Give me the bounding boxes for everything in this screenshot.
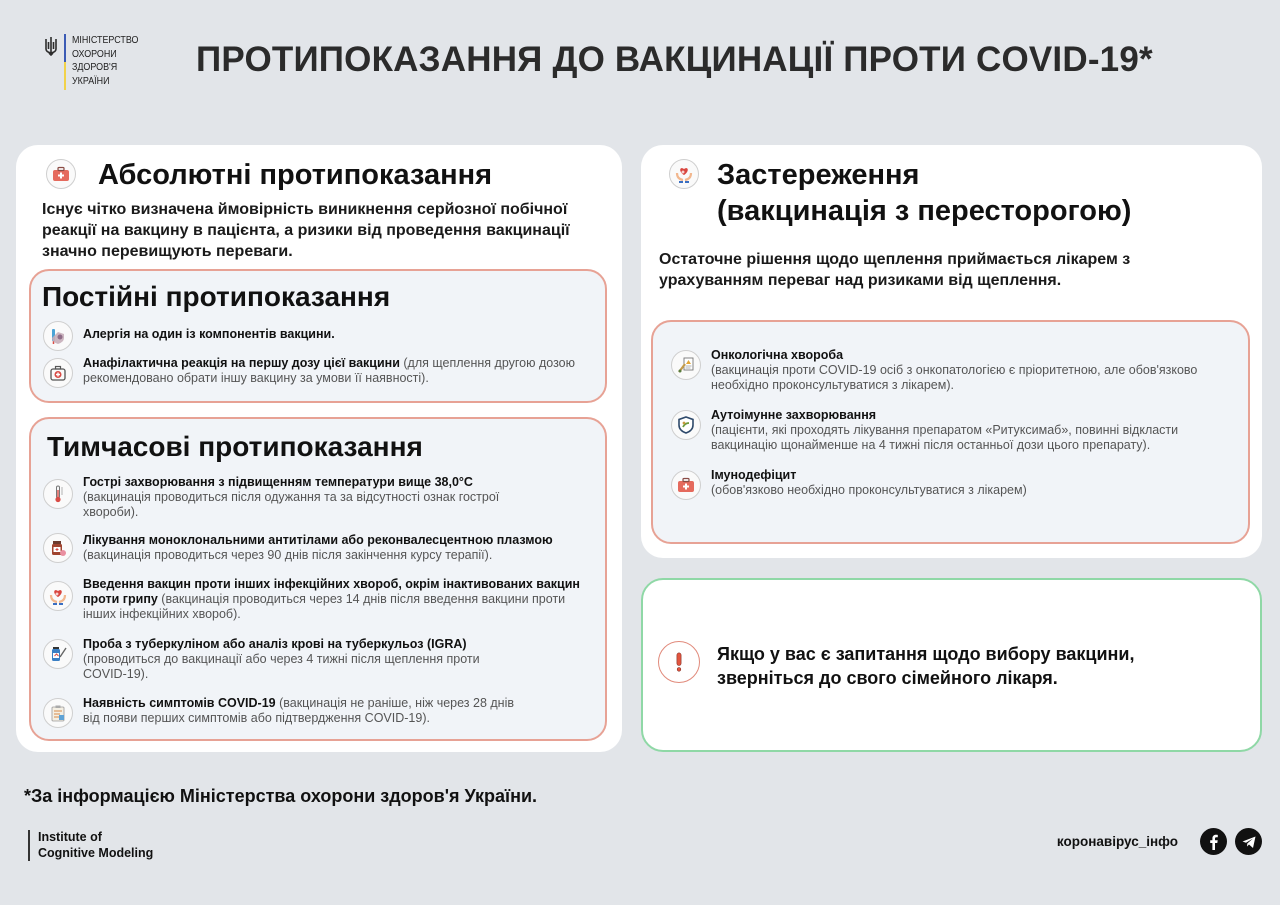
logo-text: МІНІСТЕРСТВО ОХОРОНИ ЗДОРОВ'Я УКРАЇНИ (72, 34, 139, 87)
list-item (671, 408, 1236, 453)
list-item (43, 356, 598, 388)
list-item (43, 321, 598, 351)
item-text: Проба з туберкуліном або аналіз крові на туберкульоз (IGRA) (проводиться до вакцинації або через 4 тижні після щеплення проти COVID-19). (83, 637, 480, 681)
first-aid-kit-icon (46, 159, 76, 189)
trident-icon (44, 36, 58, 56)
item-text: Онкологічна хвороба (вакцинація проти COVID-19 осіб з онкопатологією є пріоритетною, але обов'язково необхідно проконсультуватися з лікарем). (711, 348, 1198, 392)
card-intro: Існує чітко визначена ймовірність виникнення серйозної побічної реакції на вакцину в пацієнта, а ризики від проведення вакцинації значно перевищують переваги. (42, 201, 570, 260)
note-text: Якщо у вас є запитання щодо вибору вакцини, зверніться до свого сімейного лікаря. (717, 644, 1135, 688)
caution-conditions-panel (651, 320, 1250, 544)
telegram-icon[interactable] (1235, 828, 1262, 855)
list-item (671, 348, 1236, 393)
heart-hands-icon (669, 159, 699, 189)
item-text: Аутоімунне захворювання (пацієнти, які проходять лікування препаратом «Ритуксимаб», повинні відкласти вакцинацію щонайменше на 4 тижні після останньої дози цього препарату). (711, 408, 1179, 452)
panel-title: Тимчасові протипоказання (47, 431, 423, 462)
list-item (43, 475, 598, 520)
item-text: Наявність симптомів COVID-19 (вакцинація не раніше, ніж через 28 днів від появи перших симптомів або підтвердження COVID-19). (83, 696, 514, 725)
thermometer-icon (43, 479, 73, 509)
list-item (43, 637, 598, 682)
list-item (43, 696, 598, 728)
item-text: Лікування моноклональними антитілами або реконвалесцентною плазмою (вакцинація проводиться через 90 днів після закінчення курсу терапії). (83, 533, 553, 562)
list-item (671, 468, 1236, 500)
ministry-logo (44, 34, 150, 90)
item-text: Імунодефіцит (обов'язково необхідно проконсультуватися з лікарем) (711, 468, 1027, 497)
exclamation-icon (658, 641, 700, 683)
allergy-syringe-icon (43, 321, 73, 351)
logo-divider (64, 34, 66, 90)
item-text: Гострі захворювання з підвищенням температури вище 38,0°С (вакцинація проводиться після одужання та за відсутності ознак гострої хвороби). (83, 475, 500, 519)
item-text: Введення вакцин проти інших інфекційних хвороб, окрім інактивованих вакцин проти грипу (вакцинація проводиться через 14 днів після введення вакцини проти інших інфекційних хвороб). (83, 577, 580, 621)
card-header (46, 157, 492, 193)
card-header (669, 157, 1131, 229)
panel-title: Постійні протипоказання (42, 281, 391, 312)
list-item (43, 533, 603, 563)
card-intro: Остаточне рішення щодо щеплення приймається лікарем з урахуванням переваг над ризиками від щеплення. (659, 251, 1131, 289)
permanent-contraindications-panel (29, 269, 607, 403)
social-links (1057, 828, 1262, 855)
source-footnote: *За інформацією Міністерства охорони здоров'я України. (24, 786, 538, 806)
doctor-advice-note (641, 578, 1262, 752)
card-title: Абсолютні протипоказання (98, 159, 493, 191)
item-text: Алергія на один із компонентів вакцини. (83, 327, 335, 341)
item-text: Анафілактична реакція на першу дозу цієї вакцини (для щеплення другою дозою рекомендовано обрати іншу вакцину за умови її наявності). (83, 356, 576, 385)
heart-hands-icon (43, 581, 73, 611)
card-title: Застереження (вакцинація з пересторогою) (717, 159, 1132, 227)
shield-icon (671, 410, 701, 440)
medicine-bottle-icon (43, 533, 73, 563)
absolute-contraindications-card (16, 145, 622, 752)
page-title: ПРОТИПОКАЗАННЯ ДО ВАКЦИНАЦІЇ ПРОТИ COVID-19* (196, 40, 1153, 79)
social-handle: коронавірус_інфо (1056, 834, 1178, 849)
caution-card (641, 145, 1262, 558)
first-aid-kit-icon (671, 470, 701, 500)
clipboard-checklist-icon (43, 698, 73, 728)
medical-document-icon (671, 350, 701, 380)
vaccine-vial-icon (43, 639, 73, 669)
facebook-icon[interactable] (1200, 828, 1227, 855)
temporary-contraindications-panel (29, 417, 607, 741)
institute-logo: Institute of Cognitive Modeling (28, 830, 153, 861)
medical-kit-icon (43, 358, 73, 388)
list-item (43, 577, 598, 622)
